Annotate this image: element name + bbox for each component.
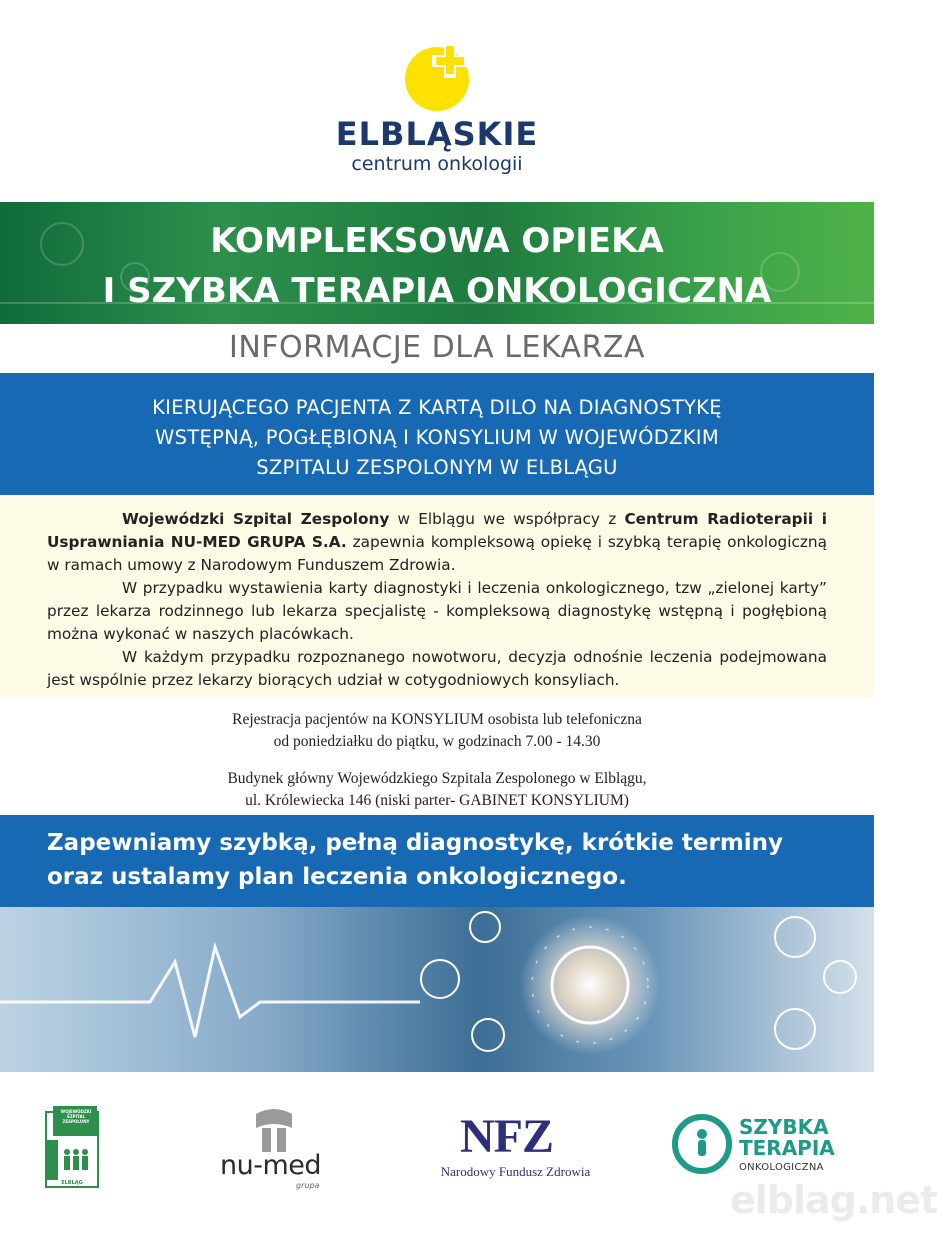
promise-line-2: oraz ustalamy plan leczenia onkologicznego. (47, 864, 627, 890)
logo-subtitle: centrum onkologii (351, 153, 523, 175)
numed-logo-icon (252, 1108, 296, 1154)
body-paragraph-1 (47, 508, 827, 577)
heartbeat-line (0, 947, 420, 1037)
wsz-city: ELBLĄG (61, 1180, 83, 1186)
blue-band-line-2: WSTĘPNĄ, POGŁĘBIONĄ I KONSYLIUM W WOJEWÓDZKIM (155, 426, 719, 449)
szybka-terapia-icon (672, 1114, 732, 1174)
registration-line-1: Rejestracja pacjentów na KONSYLIUM osobista lub telefoniczna (232, 711, 642, 728)
szybka-terapia-line-1: SZYBKA (739, 1115, 829, 1139)
banner-line-2: I SZYBKA TERAPIA ONKOLOGICZNA (102, 271, 772, 311)
watermark: elblag.net (730, 1178, 937, 1222)
body-paragraph-3: W każdym przypadku rozpoznanego nowotworu, decyzja odnośnie leczenia podejmowana jest wspólnie przez lekarzy biorących udział w cotygodniowych konsyliach. (47, 648, 827, 689)
blue-band-line-3: SZPITALU ZESPOLONYM W ELBLĄGU (256, 456, 618, 479)
medical-illustration (0, 907, 874, 1072)
header (0, 0, 874, 200)
promise-line-1: Zapewniamy szybką, pełną diagnostykę, krótkie terminy (47, 830, 784, 856)
szybka-terapia-title (739, 1117, 835, 1159)
wsz-label: WOJEWÓDZKI SZPITAL ZESPOLONY (60, 1109, 92, 1124)
body-text (47, 508, 827, 692)
logo-cross-h (436, 57, 464, 65)
glow-circle (520, 915, 660, 1055)
drop-icon (472, 1019, 504, 1051)
banner-line-1: KOMPLEKSOWA OPIEKA (210, 221, 664, 261)
partner-name: Centrum Radioterapii i Usprawniania NU-MED GRUPA S.A. (47, 510, 827, 551)
blue-band-line-1: KIERUJĄCEGO PACJENTA Z KARTĄ DILO NA DIAGNOSTYKĘ (152, 396, 722, 419)
szybka-terapia-line-2: TERAPIA (739, 1136, 835, 1160)
promise-text (47, 826, 847, 894)
green-banner (0, 202, 874, 324)
body-text-span: zapewnia kompleksową opiekę i szybką terapię onkologiczną w ramach umowy z Narodowym Funduszem Zdrowia. (47, 533, 827, 574)
numed-sub: grupa (296, 1181, 320, 1190)
body-text-span: w Elblągu we współpracy z (389, 510, 625, 528)
body-paragraph-2: W przypadku wystawienia karty diagnostyki i leczenia onkologicznego, tzw „zielonej karty” przez lekarza rodzinnego lub lekarza specjalistę - kompleksową diagnostykę wstępną i pogłębioną można wykonać w naszych placówkach. (47, 579, 827, 643)
doctor-icon (421, 960, 459, 998)
nfz-name: Narodowy Fundusz Zdrowia (440, 1164, 591, 1179)
iv-bag-icon (824, 961, 856, 993)
szybka-terapia-sub: ONKOLOGICZNA (739, 1162, 824, 1173)
pills-icon (775, 917, 815, 957)
medical-image (0, 907, 874, 1072)
registration-line-2: od poniedziałku do piątku, w godzinach 7.00 - 14.30 (273, 733, 601, 750)
flask-icon (470, 912, 500, 942)
logo-title: ELBLĄSKIE (335, 115, 539, 153)
hospital-name: Wojewódzki Szpital Zespolony (122, 510, 390, 528)
numed-name: nu-med (220, 1150, 322, 1181)
nfz-logo: NFZ (460, 1110, 553, 1163)
address-line-2: ul. Królewiecka 146 (niski parter- GABINET KONSYLIUM) (245, 792, 629, 809)
info-title: INFORMACJE DLA LEKARZA (229, 330, 645, 365)
blue-band-text (20, 393, 854, 483)
address-line-1: Budynek główny Wojewódzkiego Szpitala Zespolonego w Elblągu, (227, 770, 647, 787)
wsz-logo (45, 1106, 99, 1188)
nurse-cap-icon (775, 1009, 815, 1049)
